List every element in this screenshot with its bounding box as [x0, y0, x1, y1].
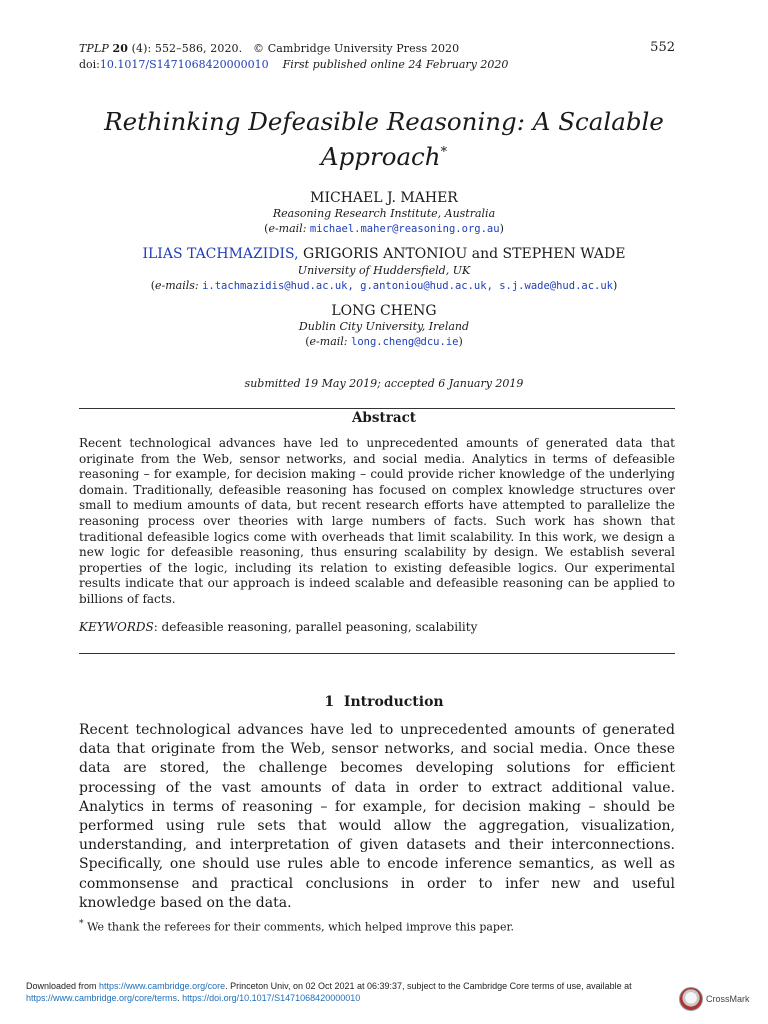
author-names	[0, 246, 768, 262]
author-email: (e-mail: long.cheng@dcu.ie)	[305, 335, 463, 348]
journal-abbr: TPLP	[79, 42, 109, 55]
journal-volume: 20	[112, 42, 128, 55]
section-title: Introduction	[343, 694, 444, 710]
keywords-list: : defeasible reasoning, parallel peasoning, scalability	[153, 620, 478, 634]
author-affiliation: Reasoning Research Institute, Australia	[272, 207, 496, 220]
keywords	[79, 620, 477, 634]
doi-prefix: doi:	[79, 58, 100, 71]
journal-issue: (4): 552–586, 2020.	[127, 42, 243, 55]
terms-link[interactable]: https://www.cambridge.org/core/terms	[26, 993, 178, 1003]
crossmark-button[interactable]	[679, 986, 768, 1012]
abstract-bottom-rule	[79, 653, 675, 654]
doi-link[interactable]: 10.1017/S1471068420000010	[99, 58, 269, 71]
email-label: e-mail:	[268, 222, 307, 235]
abstract-heading: Abstract	[351, 410, 417, 426]
section-heading	[0, 694, 768, 710]
author-names-rest: GRIGORIS ANTONIOU and STEPHEN WADE	[298, 246, 626, 262]
paper-title	[0, 106, 768, 172]
abstract-body: Recent technological advances have led to unprecedented amounts of generated data that originate from the Web, sensor networks, and social media. Analytics in terms of defeasible reasoning – for example, for decision making – could provide richer knowledge of the underlying domain. Traditionally, defeasible reasoning has focused on complex knowledge structures over small to medium amounts of data, but recent research efforts have attempted to parallelize the reasoning process over theories with large numbers of facts. Such work has shown that traditional defeasible logics come with overheads that limit scalability. In this work, we design a new logic for defeasible reasoning, thus ensuring scalability by design. We establish several properties of the logic, including its relation to existing defeasible logics. Our experimental results indicate that our approach is indeed scalable and defeasible reasoning can be applied to billions of facts.	[79, 436, 675, 606]
published-date: First published online 24 February 2020	[282, 58, 509, 71]
section-number: 1	[324, 694, 335, 710]
email-links[interactable]: i.tachmazidis@hud.ac.uk, g.antoniou@hud.ac.uk, s.j.wade@hud.ac.uk	[202, 280, 613, 292]
journal-citation	[79, 42, 459, 55]
email-label: e-mail:	[309, 335, 348, 348]
author-email: (e-mails: i.tachmazidis@hud.ac.uk, g.antoniou@hud.ac.uk, s.j.wade@hud.ac.uk)	[150, 279, 618, 292]
cambridge-core-link[interactable]: https://www.cambridge.org/core	[99, 981, 226, 991]
footnote	[79, 918, 514, 934]
footnote-text: We thank the referees for their comments, which helped improve this paper.	[83, 920, 515, 934]
title-line-2: Approach	[320, 142, 441, 172]
doi-url-link[interactable]: https://doi.org/10.1017/S1471068420000010	[182, 993, 361, 1003]
page-number: 552	[650, 40, 675, 55]
submission-dates: submitted 19 May 2019; accepted 6 January 2019	[244, 377, 524, 390]
abstract-top-rule	[79, 408, 675, 409]
download-middle: . Princeton Univ, on 02 Oct 2021 at 06:39:37, subject to the Cambridge Core terms of use, available at	[225, 981, 632, 991]
title-footnote-mark: *	[440, 145, 448, 160]
author-email: (e-mail: michael.maher@reasoning.org.au)	[264, 222, 504, 235]
copyright: © Cambridge University Press 2020	[253, 42, 460, 55]
doi-line	[79, 58, 508, 71]
author-name: MICHAEL J. MAHER	[310, 190, 458, 206]
title-line-1: Rethinking Defeasible Reasoning: A Scalable	[104, 107, 664, 136]
keywords-label: KEYWORDS	[79, 620, 154, 634]
download-sep: .	[177, 993, 183, 1003]
crossmark-label: CrossMark	[706, 994, 750, 1004]
email-link[interactable]: michael.maher@reasoning.org.au	[309, 223, 500, 235]
email-link[interactable]: long.cheng@dcu.ie	[351, 336, 459, 348]
footnote-mark: *	[79, 918, 84, 929]
author-name: LONG CHENG	[331, 303, 437, 319]
download-notice	[26, 980, 666, 1004]
author-affiliation: University of Huddersfield, UK	[297, 264, 471, 277]
download-prefix: Downloaded from	[26, 981, 100, 991]
section-body: Recent technological advances have led to unprecedented amounts of generated data that originate from the Web, sensor networks, and social media. Once these data are stored, the challenge becomes developing solutions for efficient processing of the vast amounts of data in order to extract additional value. Analytics in terms of reasoning – for example, for decision making – should be performed using rule sets that would allow the aggregation, visualization, understanding, and interpretation of given datasets and their interconnections. Specifically, one should use rules able to encode inference semantics, as well as commonsense and practical conclusions in order to infer new and useful knowledge based on the data.	[79, 722, 675, 911]
email-label: e-mails:	[154, 279, 199, 292]
author-affiliation: Dublin City University, Ireland	[298, 320, 470, 333]
author-link[interactable]: ILIAS TACHMAZIDIS,	[142, 246, 299, 262]
crossmark-icon	[679, 987, 703, 1011]
